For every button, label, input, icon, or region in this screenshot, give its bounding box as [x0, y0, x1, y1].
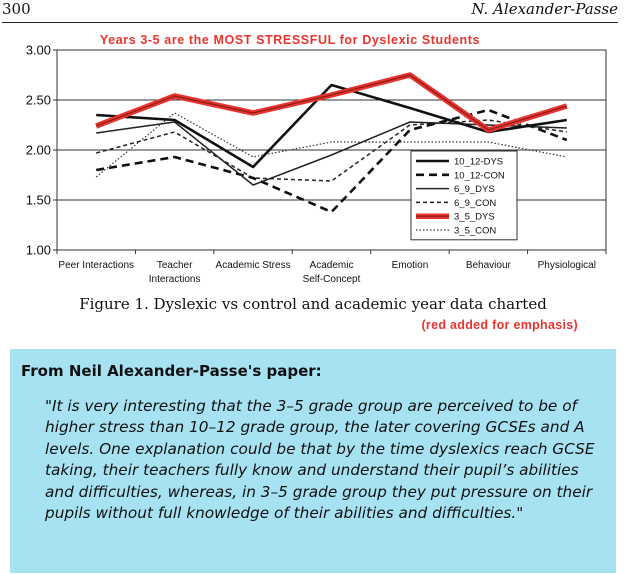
quote-text: "It is very interesting that the 3–5 grade group are perceived to be of higher stress than 10–12 grade group, the later covering GCSEs and A levels. One explanation could be that by the time dyslexics reach GCSE taking, their teachers fully know and understand their pupil’s abilities and difficulties, whereas, in 3–5 grade group they put pressure on their pupils without full knowledge of their abilities and difficulties." [45, 397, 595, 523]
quote-box [10, 349, 616, 573]
legend-label: 3_5_CON [454, 225, 497, 237]
x-tick-label: Academic Stress [215, 260, 291, 271]
y-tick-label: 1.00 [25, 242, 51, 258]
legend-label: 10_12-DYS [454, 156, 504, 168]
x-tick-label: Interactions [148, 274, 201, 285]
x-tick-label: Academic [309, 260, 354, 271]
legend-label: 3_5_DYS [454, 211, 495, 223]
x-tick-label: Self-Concept [302, 274, 361, 285]
header-rule [2, 22, 618, 23]
x-tick-label: Behaviour [465, 260, 511, 271]
y-tick-label: 3.00 [25, 42, 51, 58]
series-line-3_5_DYS [96, 75, 567, 130]
y-tick-label: 2.50 [25, 92, 51, 108]
y-tick-label: 2.00 [25, 142, 51, 158]
legend-label: 6_9_DYS [454, 184, 495, 196]
x-tick-label: Teacher [156, 260, 193, 271]
y-tick-label: 1.50 [25, 192, 51, 208]
chart-svg [0, 24, 626, 292]
x-tick-label: Peer Interactions [58, 260, 135, 271]
running-head: N. Alexander-Passe [471, 0, 618, 18]
chart-title: Years 3-5 are the MOST STRESSFUL for Dyslexic Students [99, 33, 481, 47]
quote-title: From Neil Alexander-Passe's paper: [21, 362, 322, 380]
line-chart [0, 24, 626, 292]
series-line-3_5_DYS [96, 75, 567, 130]
emphasis-note: (red added for emphasis) [421, 318, 578, 332]
page-header [2, 0, 618, 20]
x-tick-label: Emotion [391, 260, 429, 271]
page-number: 300 [2, 0, 31, 18]
x-tick-label: Physiological [537, 260, 596, 271]
legend-label: 10_12-CON [454, 170, 505, 182]
figure-caption: Figure 1. Dyslexic vs control and academic year data charted [79, 295, 547, 313]
legend-label: 6_9_CON [454, 197, 497, 209]
